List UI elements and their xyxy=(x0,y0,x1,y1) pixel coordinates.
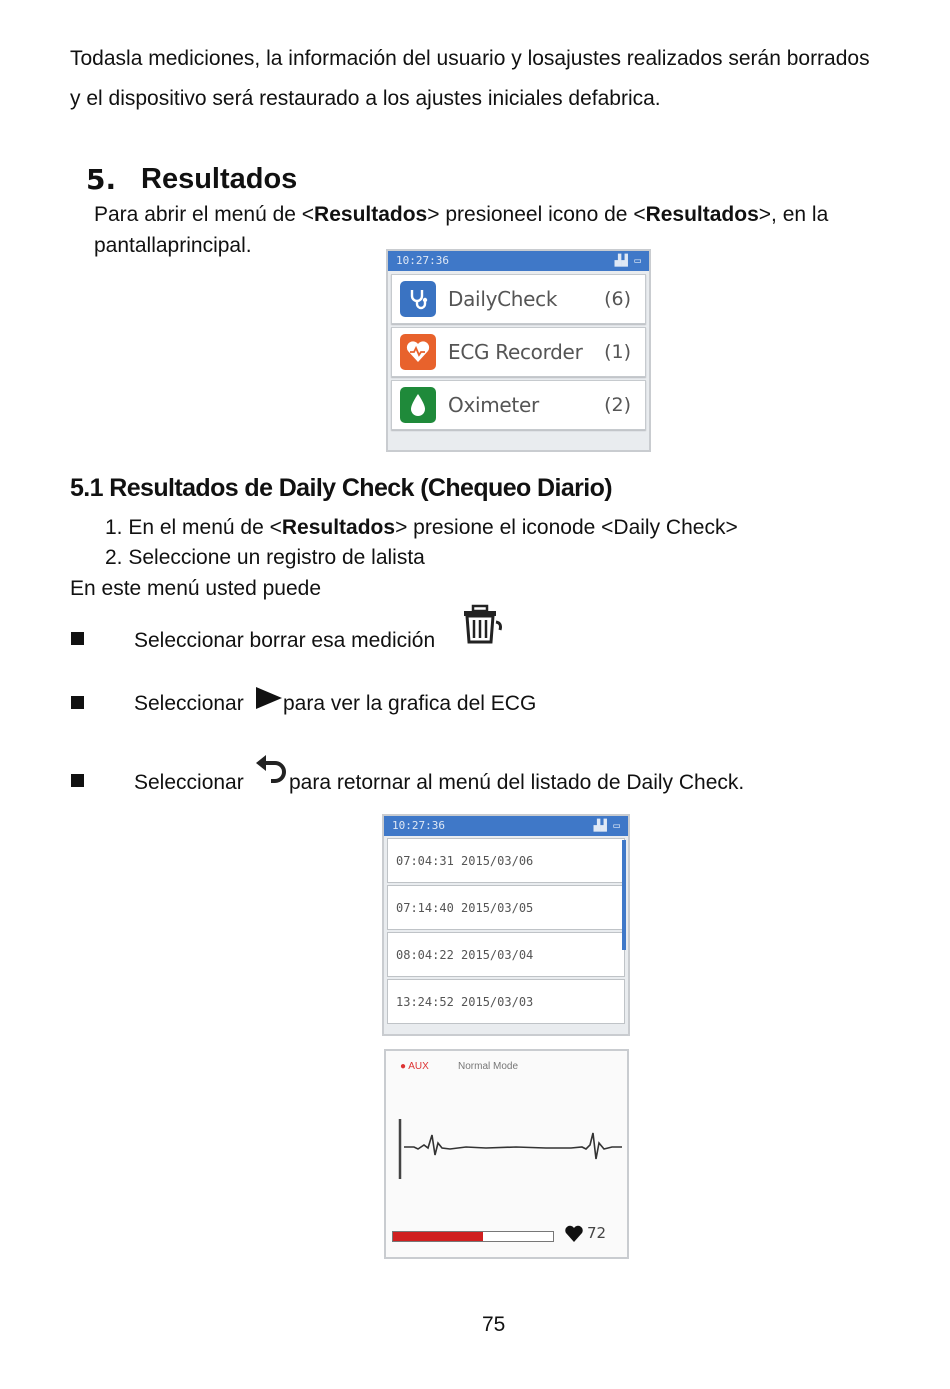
status-bar xyxy=(388,251,649,271)
heart-icon xyxy=(400,334,436,370)
page-number: 75 xyxy=(482,1313,506,1336)
status-indicators: ▟▟ ▭ xyxy=(593,819,620,832)
intro-line-1: Todasla mediciones, la información del usuario y losajustes realizados serán borrados xyxy=(70,47,870,70)
list-item[interactable]: 08:04:22 2015/03/04 xyxy=(387,932,625,977)
return-icon xyxy=(253,753,289,794)
list-item[interactable]: 07:14:40 2015/03/05 xyxy=(387,885,625,930)
mode-label: Normal Mode xyxy=(458,1061,519,1072)
step-2: 2. Seleccione un registro de lalista xyxy=(105,546,425,569)
section5-paragraph-line-1: Para abrir el menú de <Resultados> presioneel icono de <Resultados>, en la xyxy=(94,203,829,226)
bullet-2-text-a: Seleccionar xyxy=(134,692,244,715)
menu-item-label: DailyCheck xyxy=(448,287,558,311)
bullet-marker xyxy=(71,774,84,787)
menu-item-dailycheck[interactable] xyxy=(391,274,646,324)
scrollbar[interactable] xyxy=(622,840,626,950)
menu-item-ecg-recorder[interactable] xyxy=(391,327,646,377)
options-intro: En este menú usted puede xyxy=(70,577,322,600)
subsection-title: 5.1 Resultados de Daily Check (Chequeo Diario) xyxy=(70,474,612,502)
menu-item-label: Oximeter xyxy=(448,393,539,417)
list-item[interactable]: 07:04:31 2015/03/06 xyxy=(387,838,625,883)
progress-fill xyxy=(393,1232,483,1241)
results-menu-screen xyxy=(386,249,651,452)
status-time: 10:27:36 xyxy=(396,254,449,267)
bullet-2-text-b: para ver la grafica del ECG xyxy=(283,692,537,715)
section-number: 5. xyxy=(86,163,117,196)
status-time: 10:27:36 xyxy=(392,819,445,832)
status-indicators: ▟▟ ▭ xyxy=(614,254,641,267)
intro-line-2: y el dispositivo será restaurado a los ajustes iniciales defabrica. xyxy=(70,87,661,110)
records-list-screen xyxy=(382,814,630,1036)
progress-bar xyxy=(392,1231,554,1242)
list-item[interactable]: 13:24:52 2015/03/03 xyxy=(387,979,625,1024)
menu-item-count: (6) xyxy=(604,288,631,310)
bullet-marker xyxy=(71,632,84,645)
bullet-marker xyxy=(71,696,84,709)
status-bar xyxy=(384,816,628,836)
section-title: Resultados xyxy=(141,163,298,195)
menu-item-oximeter[interactable] xyxy=(391,380,646,430)
step-1: 1. En el menú de <Resultados> presione el iconode <Daily Check> xyxy=(105,516,738,539)
play-icon xyxy=(254,686,284,717)
aux-indicator: ● AUX xyxy=(400,1061,429,1072)
bullet-3-text-a: Seleccionar xyxy=(134,771,244,794)
heart-rate-icon xyxy=(564,1225,584,1248)
bullet-1-text: Seleccionar borrar esa medición xyxy=(134,629,436,652)
menu-item-count: (2) xyxy=(604,394,631,416)
ecg-view-screen xyxy=(384,1049,629,1259)
stethoscope-icon xyxy=(400,281,436,317)
trash-icon xyxy=(460,604,506,651)
section5-paragraph-line-2: pantallaprincipal. xyxy=(94,234,252,257)
menu-item-count: (1) xyxy=(604,341,631,363)
heart-rate-value: 72 xyxy=(587,1224,607,1242)
drop-icon xyxy=(400,387,436,423)
bullet-3-text-b: para retornar al menú del listado de Daily Check. xyxy=(289,771,745,794)
menu-item-label: ECG Recorder xyxy=(448,340,583,364)
